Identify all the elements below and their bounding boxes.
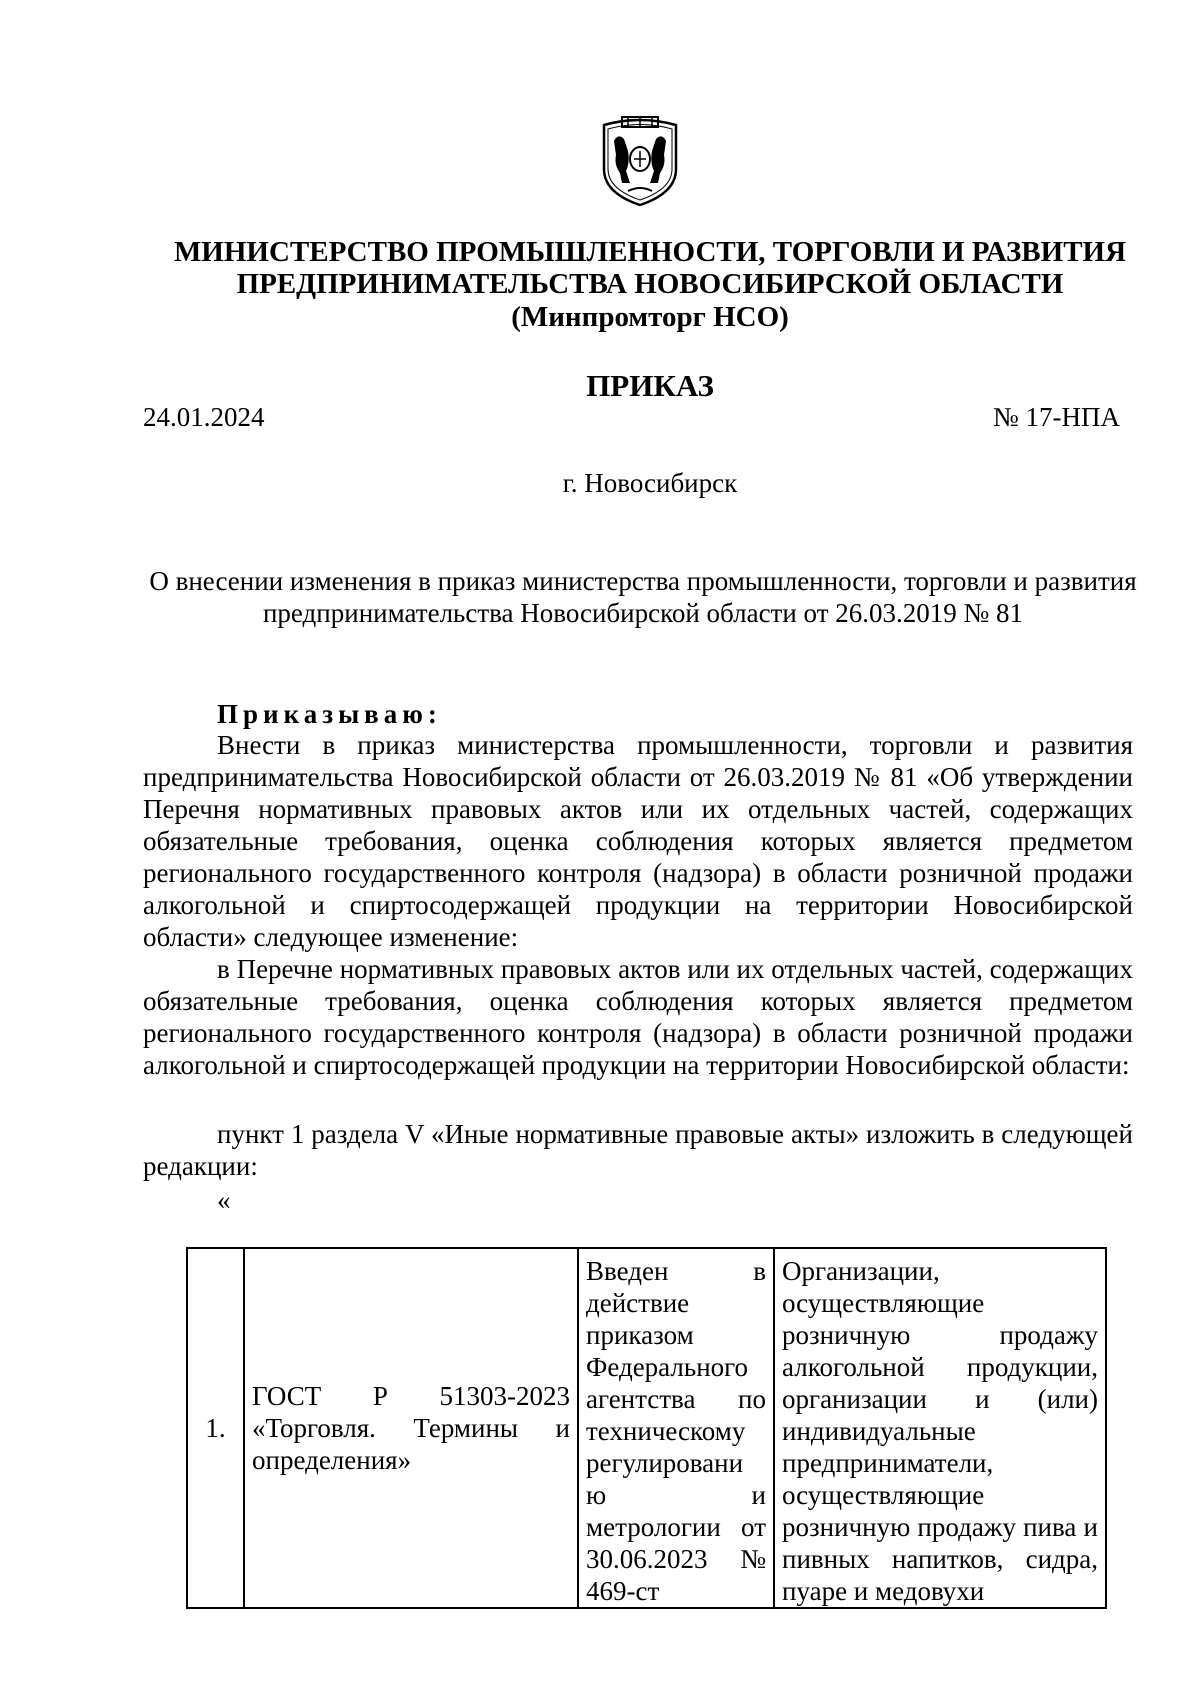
act-subjects-cell: Организации, осуществляющие розничную продажу алкогольной продукции, организации и (или) индивидуальные предприниматели, осуществляющие розничную продажу пива и пивных напитков, сидра, пуаре и медовухи — [774, 1248, 1106, 1608]
body-paragraph-1: Внести в приказ министерства промышленности, торговли и развития предпринимательства Новосибирской области от 26.03.2019 № 81 «Об утверждении Перечня нормативных правовых актов или их отдельных частей, содержащих обязательные требования, оценка соблюдения которых является предметом регионального государственного контроля (надзора) в области розничной продажи алкогольной и спиртосодержащей продукции на территории Новосибирской области» следующее изменение: — [143, 730, 1133, 952]
acts-table — [186, 1247, 1107, 1609]
act-enactment-cell: Введен в действие приказом Федерального агентства по техническому регулировани ю и метрологии от 30.06.2023 № 469-ст — [578, 1248, 774, 1608]
order-subject: О внесении изменения в приказ министерства промышленности, торговли и развития предпринимательства Новосибирской области от 26.03.2019 № 81 — [149, 566, 1137, 628]
ministry-short-name: (Минпромторг НСО) — [511, 301, 789, 333]
body-paragraph-2: в Перечне нормативных правовых актов или их отдельных частей, содержащих обязательные требования, оценка соблюдения которых является предметом регионального государственного контроля (надзора) в области розничной продажи алкогольной и спиртосодержащей продукции на территории Новосибирской области: — [143, 954, 1133, 1080]
order-date: 24.01.2024 — [143, 402, 265, 432]
prikazyvayu-label: Приказываю: — [217, 699, 442, 729]
document-title: ПРИКАЗ — [586, 368, 714, 403]
table-row — [187, 1248, 1106, 1608]
body-paragraph-3: пункт 1 раздела V «Иные нормативные правовые акты» изложить в следующей редакции: — [143, 1119, 1133, 1181]
coat-of-arms-icon — [600, 111, 680, 207]
opening-quote: « — [217, 1185, 231, 1215]
ministry-name-line-1: МИНИСТЕРСТВО ПРОМЫШЛЕННОСТИ, ТОРГОВЛИ И РАЗВИТИЯ — [173, 236, 1127, 268]
order-city: г. Новосибирск — [562, 468, 738, 498]
row-number-cell: 1. — [187, 1248, 244, 1608]
order-number: № 17-НПА — [993, 402, 1120, 432]
ministry-name-line-2: ПРЕДПРИНИМАТЕЛЬСТВА НОВОСИБИРСКОЙ ОБЛАСТИ — [236, 268, 1064, 300]
act-title-cell: ГОСТ Р 51303-2023 «Торговля. Термины и определения» — [244, 1248, 578, 1608]
